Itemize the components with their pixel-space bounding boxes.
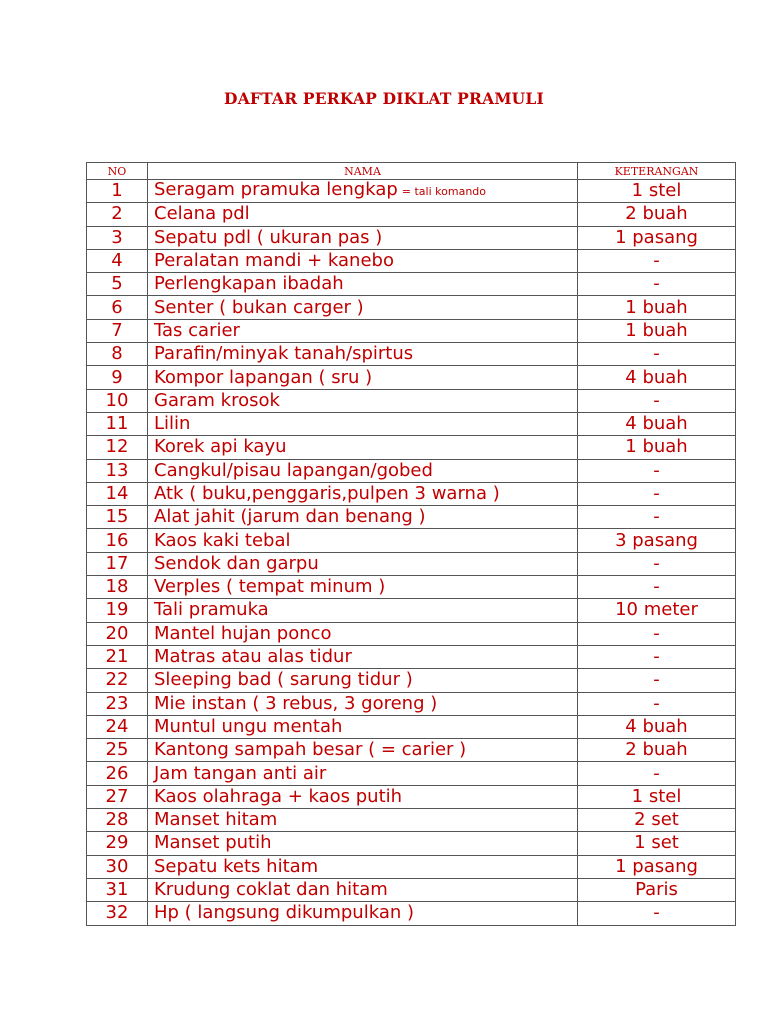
row-number: 13 [87, 459, 148, 482]
item-name-cell [148, 809, 578, 832]
row-number: 30 [87, 855, 148, 878]
row-number: 4 [87, 249, 148, 272]
item-name-cell [148, 599, 578, 622]
row-number: 7 [87, 319, 148, 342]
item-name: Hp ( langsung dikumpulkan ) [154, 902, 414, 924]
item-keterangan: 2 buah [578, 739, 736, 762]
item-name: Mie instan ( 3 rebus, 3 goreng ) [154, 692, 438, 714]
item-keterangan: 2 set [578, 809, 736, 832]
table-row [87, 249, 736, 272]
table-row [87, 226, 736, 249]
item-name: Parafin/minyak tanah/spirtus [154, 343, 414, 365]
item-keterangan: 2 buah [578, 203, 736, 226]
table-row [87, 832, 736, 855]
item-name: Perlengkapan ibadah [154, 273, 344, 295]
item-keterangan: - [578, 273, 736, 296]
row-number: 24 [87, 715, 148, 738]
row-number: 28 [87, 809, 148, 832]
item-name-cell [148, 669, 578, 692]
row-number: 8 [87, 343, 148, 366]
row-number: 6 [87, 296, 148, 319]
item-name: Tali pramuka [154, 599, 269, 621]
table-row [87, 878, 736, 901]
item-keterangan: - [578, 576, 736, 599]
row-number: 11 [87, 412, 148, 435]
item-keterangan: 1 buah [578, 319, 736, 342]
table-row [87, 855, 736, 878]
table-row [87, 599, 736, 622]
table-row [87, 296, 736, 319]
item-name-cell [148, 878, 578, 901]
item-name: Sendok dan garpu [154, 552, 319, 574]
item-name: Lilin [154, 413, 191, 435]
table-header-row [87, 163, 736, 180]
table-row [87, 552, 736, 575]
item-name-cell [148, 412, 578, 435]
equipment-table [86, 162, 736, 926]
row-number: 15 [87, 506, 148, 529]
item-keterangan: - [578, 249, 736, 272]
item-name-cell [148, 459, 578, 482]
item-name-cell [148, 389, 578, 412]
item-name-cell [148, 180, 578, 203]
item-name-cell [148, 692, 578, 715]
item-name-cell [148, 762, 578, 785]
table-body [87, 180, 736, 926]
item-keterangan: - [578, 506, 736, 529]
item-name-cell [148, 832, 578, 855]
table-row [87, 389, 736, 412]
table-row [87, 576, 736, 599]
row-number: 23 [87, 692, 148, 715]
item-keterangan: 1 stel [578, 785, 736, 808]
item-keterangan: - [578, 389, 736, 412]
item-keterangan: - [578, 343, 736, 366]
table-row [87, 319, 736, 342]
item-keterangan: 10 meter [578, 599, 736, 622]
document-title: DAFTAR PERKAP DIKLAT PRAMULI [224, 89, 544, 108]
item-name-cell [148, 203, 578, 226]
item-name-cell [148, 645, 578, 668]
row-number: 2 [87, 203, 148, 226]
item-name: Korek api kayu [154, 436, 287, 458]
table-row [87, 669, 736, 692]
item-keterangan: - [578, 552, 736, 575]
row-number: 27 [87, 785, 148, 808]
item-keterangan: 1 stel [578, 180, 736, 203]
header-keterangan: KETERANGAN [578, 163, 736, 180]
item-keterangan: - [578, 622, 736, 645]
row-number: 18 [87, 576, 148, 599]
table-row [87, 715, 736, 738]
row-number: 21 [87, 645, 148, 668]
table-row [87, 366, 736, 389]
item-keterangan: 1 pasang [578, 226, 736, 249]
table-row [87, 785, 736, 808]
item-name-cell [148, 273, 578, 296]
item-keterangan: 4 buah [578, 366, 736, 389]
item-name-cell [148, 529, 578, 552]
item-keterangan: - [578, 692, 736, 715]
item-name-cell [148, 366, 578, 389]
item-name-cell [148, 576, 578, 599]
item-keterangan: Paris [578, 878, 736, 901]
table-row [87, 506, 736, 529]
item-keterangan: 1 set [578, 832, 736, 855]
item-name: Muntul ungu mentah [154, 715, 343, 737]
item-keterangan: 4 buah [578, 412, 736, 435]
item-name-cell [148, 319, 578, 342]
row-number: 20 [87, 622, 148, 645]
item-name: Atk ( buku,penggaris,pulpen 3 warna ) [154, 483, 500, 504]
item-name: Alat jahit (jarum dan benang ) [154, 506, 426, 528]
row-number: 1 [87, 180, 148, 203]
table-row [87, 762, 736, 785]
row-number: 29 [87, 832, 148, 855]
table-row [87, 343, 736, 366]
item-name-cell [148, 296, 578, 319]
item-name-cell [148, 739, 578, 762]
row-number: 10 [87, 389, 148, 412]
item-name-cell [148, 902, 578, 925]
item-keterangan: 3 pasang [578, 529, 736, 552]
item-name: Kaos olahraga + kaos putih [154, 785, 403, 807]
item-name: Garam krosok [154, 389, 280, 411]
item-keterangan: 1 pasang [578, 855, 736, 878]
item-name: Jam tangan anti air [154, 762, 327, 784]
item-name-cell [148, 715, 578, 738]
row-number: 32 [87, 902, 148, 925]
row-number: 25 [87, 739, 148, 762]
item-name-cell [148, 506, 578, 529]
item-name: Kaos kaki tebal [154, 529, 291, 551]
row-number: 14 [87, 482, 148, 505]
item-name-cell [148, 436, 578, 459]
item-keterangan: 4 buah [578, 715, 736, 738]
table-row [87, 273, 736, 296]
table-row [87, 739, 736, 762]
header-nama: NAMA [148, 163, 578, 180]
item-name: Sepatu pdl ( ukuran pas ) [154, 226, 383, 248]
item-keterangan: - [578, 669, 736, 692]
item-name: Celana pdl [154, 203, 250, 225]
item-name-cell [148, 622, 578, 645]
item-keterangan: - [578, 459, 736, 482]
item-name-cell [148, 249, 578, 272]
table-row [87, 412, 736, 435]
item-name-cell [148, 855, 578, 878]
row-number: 17 [87, 552, 148, 575]
item-name: Kompor lapangan ( sru ) [154, 366, 373, 388]
row-number: 26 [87, 762, 148, 785]
item-keterangan: - [578, 902, 736, 925]
table-row [87, 482, 736, 505]
item-name-cell [148, 552, 578, 575]
item-keterangan: - [578, 762, 736, 785]
table-row [87, 809, 736, 832]
row-number: 12 [87, 436, 148, 459]
item-name: Seragam pramuka lengkap [154, 179, 398, 201]
item-keterangan: 1 buah [578, 296, 736, 319]
row-number: 9 [87, 366, 148, 389]
table-row [87, 529, 736, 552]
item-name: Senter ( bukan carger ) [154, 296, 364, 318]
table-row [87, 180, 736, 203]
item-name-cell [148, 226, 578, 249]
item-name: Matras atau alas tidur [154, 646, 352, 668]
table-row [87, 692, 736, 715]
item-name: Krudung coklat dan hitam [154, 879, 388, 901]
item-keterangan: 1 buah [578, 436, 736, 459]
item-name: Mantel hujan ponco [154, 622, 332, 644]
table-row [87, 436, 736, 459]
item-keterangan: - [578, 482, 736, 505]
header-no: NO [87, 163, 148, 180]
item-name: Manset putih [154, 832, 272, 854]
row-number: 16 [87, 529, 148, 552]
item-note: = tali komando [401, 185, 487, 199]
table-row [87, 645, 736, 668]
row-number: 5 [87, 273, 148, 296]
row-number: 22 [87, 669, 148, 692]
item-name: Peralatan mandi + kanebo [154, 250, 394, 272]
table-row [87, 902, 736, 925]
item-name: Verples ( tempat minum ) [154, 576, 386, 598]
item-name: Sepatu kets hitam [154, 855, 319, 877]
table-row [87, 459, 736, 482]
table-row [87, 203, 736, 226]
item-name-cell [148, 785, 578, 808]
item-name: Sleeping bad ( sarung tidur ) [154, 669, 413, 691]
item-name-cell [148, 482, 578, 505]
item-name-cell [148, 343, 578, 366]
item-name: Kantong sampah besar ( = carier ) [154, 739, 467, 761]
row-number: 31 [87, 878, 148, 901]
row-number: 3 [87, 226, 148, 249]
row-number: 19 [87, 599, 148, 622]
item-keterangan: - [578, 645, 736, 668]
table-row [87, 622, 736, 645]
item-name: Tas carier [154, 319, 240, 341]
item-name: Cangkul/pisau lapangan/gobed [154, 459, 433, 481]
item-name: Manset hitam [154, 809, 278, 831]
